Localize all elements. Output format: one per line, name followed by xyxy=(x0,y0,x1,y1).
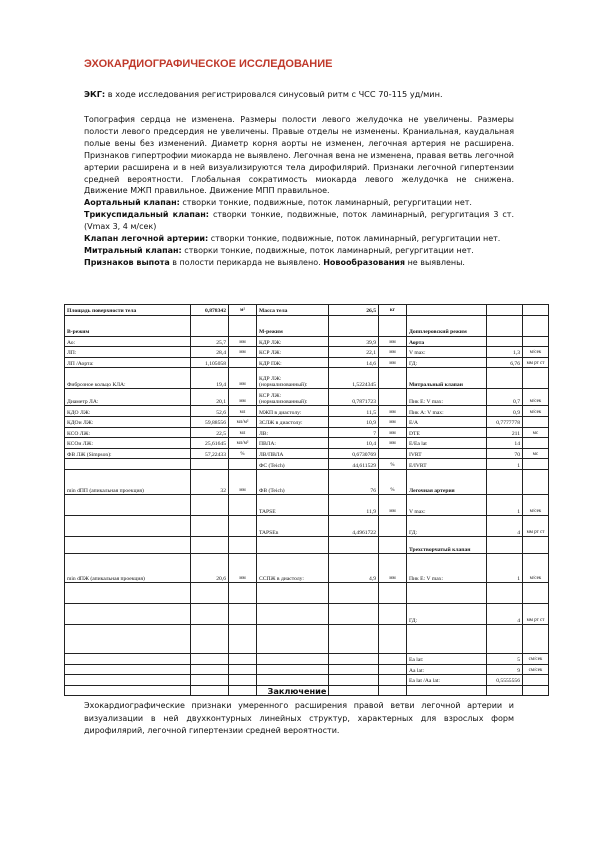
table-cell xyxy=(257,624,329,653)
table-cell: % xyxy=(379,469,407,494)
table-cell xyxy=(407,624,487,653)
table-cell xyxy=(257,582,329,603)
table-cell xyxy=(65,494,191,515)
table-cell xyxy=(329,653,379,664)
table-cell xyxy=(329,582,379,603)
table-cell xyxy=(229,675,257,686)
table-row xyxy=(65,553,549,582)
table-cell: мм xyxy=(379,357,407,368)
valve-mitral-text: створки тонкие, подвижные, поток ламинарный, регургитации нет. xyxy=(181,245,474,255)
valve-tricuspid-label: Трикуспидальный клапан: xyxy=(84,210,210,220)
ekg-label: ЭКГ: xyxy=(84,89,106,99)
table-cell xyxy=(487,336,523,347)
document-title: ЭХОКАРДИОГРАФИЧЕСКОЕ ИССЛЕДОВАНИЕ xyxy=(84,58,333,70)
table-cell: ФС (Teich) xyxy=(257,459,329,470)
valve-pulmonary-label: Клапан легочной артерии: xyxy=(84,234,209,244)
table-cell: 1 xyxy=(487,459,523,470)
table-cell: 52,6 xyxy=(191,406,229,417)
table-cell: Пик Е: V max: xyxy=(407,553,487,582)
table-cell xyxy=(487,469,523,494)
table-cell: Фиброзное кольцо КЛА: xyxy=(65,368,191,389)
table-row xyxy=(65,305,549,316)
table-cell xyxy=(229,494,257,515)
table-cell: КДОи ЛЖ: xyxy=(65,416,191,427)
table-cell xyxy=(487,582,523,603)
table-cell: IVRT xyxy=(407,448,487,459)
neoplasm-text: не выявлены. xyxy=(405,257,465,267)
table-cell xyxy=(229,603,257,624)
table-cell: КСР ЛЖ: (нормализованный): xyxy=(257,389,329,406)
neoplasm-label: Новообразования xyxy=(323,257,406,267)
table-cell: Ea lat /Aa lat: xyxy=(407,675,487,686)
table-cell xyxy=(65,515,191,536)
table-cell xyxy=(487,315,523,336)
table-row xyxy=(65,315,549,336)
table-cell xyxy=(65,459,191,470)
table-cell xyxy=(379,675,407,686)
table-cell: 0,5555556 xyxy=(487,675,523,686)
measurements-table xyxy=(64,304,549,696)
valve-mitral-label: Митральный клапан: xyxy=(84,245,182,255)
table-cell: ЛП /Аорта: xyxy=(65,357,191,368)
table-cell xyxy=(257,603,329,624)
table-cell: 19,4 xyxy=(191,368,229,389)
table-cell xyxy=(229,315,257,336)
table-cell: мм xyxy=(229,368,257,389)
table-cell: Митральный клапан xyxy=(407,368,487,389)
table-cell xyxy=(487,368,523,389)
table-cell: Аорта xyxy=(407,336,487,347)
table-cell xyxy=(379,536,407,553)
table-cell xyxy=(191,536,229,553)
table-cell xyxy=(379,448,407,459)
table-row xyxy=(65,389,549,406)
table-cell: E/IVRT xyxy=(407,459,487,470)
table-cell: КСР ЛЖ: xyxy=(257,347,329,358)
table-cell xyxy=(257,664,329,675)
table-cell: 25,61645 xyxy=(191,438,229,449)
table-cell: кг xyxy=(379,305,407,316)
table-cell: Пик А: V max: xyxy=(407,406,487,417)
valve-mitral xyxy=(84,245,514,257)
table-cell: 4 xyxy=(487,603,523,624)
table-cell: мм рт ст xyxy=(523,515,549,536)
table-cell: м/сек xyxy=(523,494,549,515)
table-cell xyxy=(379,368,407,389)
table-cell: Площадь поверхности тела xyxy=(65,305,191,316)
table-cell xyxy=(523,438,549,449)
table-cell: Диаметр ЛА: xyxy=(65,389,191,406)
table-cell: 20,1 xyxy=(191,389,229,406)
table-cell xyxy=(257,536,329,553)
table-cell: 5 xyxy=(487,653,523,664)
table-cell: М-режим xyxy=(257,315,329,336)
table-cell: мм xyxy=(379,553,407,582)
table-cell: 4,4961722 xyxy=(329,515,379,536)
table-cell: 14 xyxy=(487,438,523,449)
table-cell: КДР ЛЖ: xyxy=(257,336,329,347)
table-cell: 32 xyxy=(191,469,229,494)
table-row xyxy=(65,675,549,686)
table-row xyxy=(65,406,549,417)
table-cell xyxy=(229,582,257,603)
table-cell: Пик Е: V max: xyxy=(407,389,487,406)
table-cell: мм xyxy=(379,406,407,417)
valve-aortic xyxy=(84,197,514,209)
table-cell xyxy=(379,582,407,603)
table-cell xyxy=(191,494,229,515)
table-row xyxy=(65,357,549,368)
table-cell xyxy=(65,603,191,624)
table-cell xyxy=(65,624,191,653)
table-cell xyxy=(379,624,407,653)
table-cell: мм xyxy=(229,469,257,494)
table-row xyxy=(65,603,549,624)
table-cell: КДР ЛЖ: (нормализованный): xyxy=(257,368,329,389)
table-cell: 70 xyxy=(487,448,523,459)
table-cell: мм xyxy=(379,347,407,358)
table-cell: мл/м² xyxy=(229,416,257,427)
table-cell: ЗСЛЖ в диастолу: xyxy=(257,416,329,427)
table-row xyxy=(65,582,549,603)
table-cell xyxy=(329,536,379,553)
table-cell: min dПЖ (апикальная проекция) xyxy=(65,553,191,582)
table-cell: 22,1 xyxy=(329,347,379,358)
table-cell: Трехстворчатый клапан xyxy=(407,536,487,553)
table-cell xyxy=(229,624,257,653)
pericardium-label: Признаков выпота xyxy=(84,257,170,267)
valve-aortic-text: створки тонкие, подвижные, поток ламинарный, регургитации нет. xyxy=(179,198,472,208)
table-cell: Ао: xyxy=(65,336,191,347)
table-cell xyxy=(407,305,487,316)
table-cell: ЛВ/ПВЛА xyxy=(257,448,329,459)
table-cell xyxy=(523,336,549,347)
table-row xyxy=(65,624,549,653)
table-cell: 10,4 xyxy=(329,438,379,449)
table-cell: 11,5 xyxy=(329,406,379,417)
table-cell: 4 xyxy=(487,515,523,536)
table-cell: TAPSEn xyxy=(257,515,329,536)
table-cell xyxy=(65,582,191,603)
table-cell: мм xyxy=(229,336,257,347)
table-cell xyxy=(379,515,407,536)
table-cell: E/Ea lat xyxy=(407,438,487,449)
table-cell xyxy=(191,653,229,664)
table-cell: V max: xyxy=(407,347,487,358)
table-cell xyxy=(65,675,191,686)
table-cell: КДР ПЖ: xyxy=(257,357,329,368)
table-cell: ССПЖ в диастолу: xyxy=(257,553,329,582)
table-row xyxy=(65,448,549,459)
table-cell: 14,6 xyxy=(329,357,379,368)
table-cell xyxy=(329,624,379,653)
table-cell: DTE xyxy=(407,427,487,438)
table-cell: 20,6 xyxy=(191,553,229,582)
ekg-line xyxy=(84,89,514,99)
table-cell xyxy=(229,653,257,664)
table-cell xyxy=(523,582,549,603)
table-cell: мм xyxy=(379,494,407,515)
table-cell: м/сек xyxy=(523,389,549,406)
table-row xyxy=(65,469,549,494)
table-cell xyxy=(523,368,549,389)
table-cell: 57,22433 xyxy=(191,448,229,459)
table-cell: 39,9 xyxy=(329,336,379,347)
table-cell xyxy=(191,582,229,603)
table-cell: 6,76 xyxy=(487,357,523,368)
table-cell: 28,4 xyxy=(191,347,229,358)
table-cell: 1 xyxy=(487,553,523,582)
table-cell xyxy=(523,315,549,336)
table-cell xyxy=(407,582,487,603)
table-cell: мм рт ст xyxy=(523,603,549,624)
valve-pulmonary xyxy=(84,233,514,245)
table-cell xyxy=(329,315,379,336)
table-cell xyxy=(523,675,549,686)
table-cell xyxy=(523,469,549,494)
table-row xyxy=(65,536,549,553)
table-cell: мм xyxy=(379,416,407,427)
table-cell: 0,7 xyxy=(487,389,523,406)
table-cell: мм xyxy=(229,347,257,358)
table-cell: МЖП в диастолу: xyxy=(257,406,329,417)
table-cell: м² xyxy=(229,305,257,316)
table-row xyxy=(65,438,549,449)
conclusion-title: Заключение xyxy=(267,686,327,696)
table-cell: ЛП: xyxy=(65,347,191,358)
table-cell: мм xyxy=(229,553,257,582)
table-cell: 59,88556 xyxy=(191,416,229,427)
table-cell: КСО ЛЖ: xyxy=(65,427,191,438)
table-cell: мм рт ст xyxy=(523,357,549,368)
table-cell xyxy=(257,675,329,686)
valve-tricuspid xyxy=(84,209,514,233)
table-cell: 1,3 xyxy=(487,347,523,358)
table-cell xyxy=(379,315,407,336)
valve-pulmonary-text: створки тонкие, подвижные, поток ламинарный, регургитации нет. xyxy=(208,234,501,244)
table-cell: 0,7777778 xyxy=(487,416,523,427)
pericardium-text: в полости перикарда не выявлено. xyxy=(169,257,324,267)
table-cell xyxy=(329,675,379,686)
table-cell: см/сек xyxy=(523,653,549,664)
table-cell xyxy=(229,664,257,675)
table-cell xyxy=(257,653,329,664)
table-cell: 7 xyxy=(329,427,379,438)
table-cell: 26,5 xyxy=(329,305,379,316)
table-cell xyxy=(191,664,229,675)
table-row xyxy=(65,664,549,675)
valve-aortic-label: Аортальный клапан: xyxy=(84,198,180,208)
table-cell: мм xyxy=(379,336,407,347)
table-cell xyxy=(65,653,191,664)
table-cell xyxy=(379,603,407,624)
table-cell xyxy=(379,389,407,406)
table-cell: ФВ (Teich) xyxy=(257,469,329,494)
table-row xyxy=(65,336,549,347)
table-cell: ФВ ЛЖ (Simpson): xyxy=(65,448,191,459)
table-cell xyxy=(65,664,191,675)
table-cell: ЛВ: xyxy=(257,427,329,438)
table-row xyxy=(65,368,549,389)
table-cell: Масса тела xyxy=(257,305,329,316)
table-cell: ПВЛА: xyxy=(257,438,329,449)
table-cell: 1 xyxy=(487,494,523,515)
table-cell xyxy=(329,603,379,624)
table-cell: м/сек xyxy=(523,347,549,358)
table-row xyxy=(65,347,549,358)
findings-text xyxy=(84,114,514,269)
table-cell: 10,9 xyxy=(329,416,379,427)
table-cell: V max: xyxy=(407,494,487,515)
table-cell: Ea lat: xyxy=(407,653,487,664)
table-cell: % xyxy=(229,448,257,459)
table-cell: мл xyxy=(229,427,257,438)
conclusion-text: Эхокардиографические признаки умеренного расширения правой ветви легочной артерии и визуализации в ней двухконтурных линейных структур, характерных для взрослых форм дирофилярий, легочной гипертензии средней вероятности. xyxy=(84,701,514,736)
table-cell: мм xyxy=(379,427,407,438)
table-cell: 4,9 xyxy=(329,553,379,582)
table-cell xyxy=(379,653,407,664)
table-cell: мс xyxy=(523,448,549,459)
table-cell xyxy=(191,315,229,336)
table-cell: 22,5 xyxy=(191,427,229,438)
table-cell: 44,611529 xyxy=(329,459,379,470)
table-cell: Допплеровский режим xyxy=(407,315,487,336)
table-cell: 11,9 xyxy=(329,494,379,515)
table-row xyxy=(65,515,549,536)
table-cell: 0,6730769 xyxy=(329,448,379,459)
table-cell xyxy=(487,536,523,553)
table-cell: мм xyxy=(229,389,257,406)
table-cell: 0,878342 xyxy=(191,305,229,316)
ekg-text: в ходе исследования регистрировался синусовый ритм с ЧСС 70-115 уд/мин. xyxy=(105,89,443,99)
table-cell: 0,7871723 xyxy=(329,389,379,406)
table-row xyxy=(65,459,549,470)
table-cell xyxy=(523,536,549,553)
table-cell: 1,5224345 xyxy=(329,368,379,389)
table-cell: 25,7 xyxy=(191,336,229,347)
table-cell: ГД: xyxy=(407,357,487,368)
table-cell: мс xyxy=(523,427,549,438)
table-cell: В-режим xyxy=(65,315,191,336)
table-cell: м/сек xyxy=(523,553,549,582)
table-cell: 9 xyxy=(487,664,523,675)
description-paragraph: Топография сердца не изменена. Размеры полости левого желудочка не увеличены. Размеры полости левого предсердия не увеличены. Правые отделы не изменены. Краниальная, каудальная полые вены без изменений. Диаметр корня аорты не изменен, легочная артерия не расширена. Признаков гипертрофии миокарда не выявлено. Легочная вена не изменена, правая ветвь легочной артерии расширена и в ней визуализируются тела дирофилярий. Признаки легочной гипертензии средней вероятности. Глобальная сократимость миокарда левого желудочка не снижена. Движение МЖП правильное. Движение МПП правильное. xyxy=(84,115,514,196)
table-cell: ГД: xyxy=(407,603,487,624)
valve-tricuspid-text: створки тонкие, подвижные, поток ламинарный, регургитация 3 ст. (Vmax 3, 4 м/сек) xyxy=(84,210,515,232)
table-cell: E/A xyxy=(407,416,487,427)
table-cell xyxy=(487,624,523,653)
table-cell: 211 xyxy=(487,427,523,438)
table-cell xyxy=(229,536,257,553)
table-cell xyxy=(329,664,379,675)
table-cell xyxy=(65,536,191,553)
table-cell xyxy=(191,459,229,470)
table-cell xyxy=(229,357,257,368)
table-cell xyxy=(191,624,229,653)
table-cell: min dПП (апикальная проекция) xyxy=(65,469,191,494)
table-cell: ГД: xyxy=(407,515,487,536)
table-cell xyxy=(229,515,257,536)
table-cell xyxy=(487,305,523,316)
table-cell: мл/м² xyxy=(229,438,257,449)
table-cell xyxy=(191,603,229,624)
table-row xyxy=(65,416,549,427)
table-cell xyxy=(191,675,229,686)
table-row xyxy=(65,427,549,438)
table-cell xyxy=(229,459,257,470)
table-cell: КДО ЛЖ: xyxy=(65,406,191,417)
table-cell: мм xyxy=(379,438,407,449)
table-cell: Легочная артерия xyxy=(407,469,487,494)
pericardium-line xyxy=(84,257,514,269)
table-cell: 76 xyxy=(329,469,379,494)
table-cell: 1,105058 xyxy=(191,357,229,368)
table-cell: Aa lat: xyxy=(407,664,487,675)
table-cell: КСОи ЛЖ: xyxy=(65,438,191,449)
table-cell: мл xyxy=(229,406,257,417)
table-cell: % xyxy=(379,459,407,470)
table-cell: м/сек xyxy=(523,406,549,417)
table-cell xyxy=(379,664,407,675)
table-cell: см/сек xyxy=(523,664,549,675)
table-cell xyxy=(523,459,549,470)
table-cell xyxy=(523,624,549,653)
table-cell xyxy=(191,515,229,536)
table-cell: 0,9 xyxy=(487,406,523,417)
table-row xyxy=(65,653,549,664)
table-row xyxy=(65,494,549,515)
table-cell xyxy=(523,305,549,316)
table-cell: TAPSE xyxy=(257,494,329,515)
table-cell xyxy=(523,416,549,427)
